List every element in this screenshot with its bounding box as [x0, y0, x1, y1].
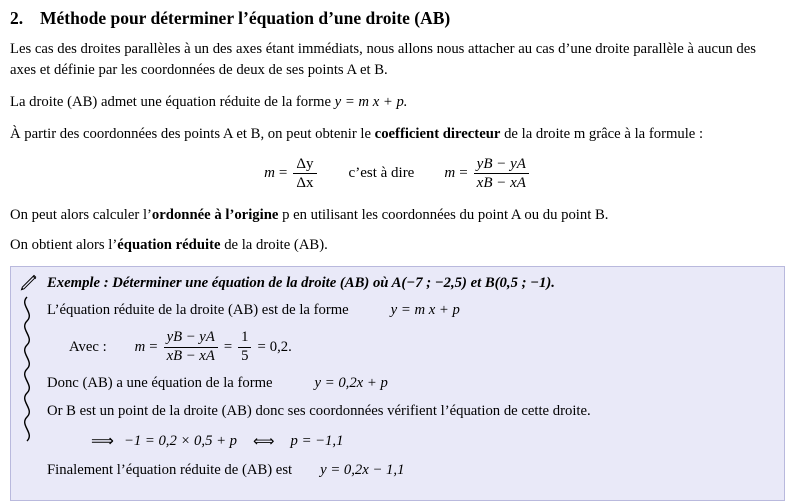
paragraph-reduced-equation	[10, 92, 785, 113]
paragraph-conclusion-text-a: On obtient alors l’	[10, 236, 118, 253]
example-line-2-equals-3: =	[257, 338, 266, 355]
example-line-2	[47, 330, 774, 365]
equivalence-arrow-icon: ⟺	[253, 433, 275, 450]
example-line-3-math: y = 0,2x + p	[314, 375, 388, 392]
example-line-2-equals: =	[149, 338, 158, 355]
example-line-5	[47, 431, 774, 451]
fraction-delta-denominator: Δx	[296, 174, 314, 191]
example-fraction-value-denominator: 5	[241, 347, 249, 364]
section-number: 2.	[10, 8, 24, 28]
example-fraction-value	[238, 330, 251, 365]
example-line-2-m: m	[134, 338, 146, 355]
fraction-coords	[474, 156, 529, 191]
example-line-3-lead: Donc (AB) a une équation de la forme	[47, 375, 273, 392]
fraction-bar	[293, 173, 316, 174]
formula-cest-a-dire: c’est à dire	[348, 164, 415, 181]
paragraph-coefficient	[10, 124, 785, 145]
section-title: Méthode pour déterminer l’équation d’une droite (AB)	[40, 8, 451, 28]
paragraph-coefficient-text-a: À partir des coordonnées des points A et B, on peut obtenir le	[10, 125, 375, 142]
example-line-2-lead: Avec :	[69, 338, 107, 355]
example-line-1	[47, 302, 774, 319]
paragraph-intro: Les cas des droites parallèles à un des axes étant immédiats, nous allons nous attacher au cas d’une droite parallèle à aucun des axes et définie par les coordonnées de deux de ses points A et B.	[10, 41, 756, 78]
paragraph-coefficient-text-b: de la droite m grâce à la formule :	[500, 125, 704, 142]
example-line-6	[47, 462, 774, 479]
term-equation-reduite: équation réduite	[117, 236, 221, 253]
fraction-delta	[293, 156, 316, 191]
example-fraction-coords-numerator: yB − yA	[166, 328, 215, 345]
example-fraction-value-numerator: 1	[241, 328, 249, 345]
example-box	[10, 266, 785, 501]
fraction-delta-numerator: Δy	[296, 155, 314, 172]
section-heading	[10, 8, 785, 29]
paragraph-reduced-equation-text: La droite (AB) admet une équation réduite de la forme	[10, 93, 335, 110]
formula-slope-equals: =	[278, 164, 288, 181]
example-fraction-coords	[164, 330, 218, 365]
formula-slope	[10, 156, 785, 191]
example-line-5-equation: −1 = 0,2 × 0,5 + p	[123, 432, 238, 449]
example-line-4: Or B est un point de la droite (AB) donc ses coordonnées vérifient l’équation de cette droite.	[47, 403, 591, 420]
fraction-bar	[474, 173, 529, 174]
example-line-6-math: y = 0,2x − 1,1	[320, 462, 405, 479]
example-line-5-result: p = −1,1	[290, 432, 344, 449]
term-coefficient-directeur: coefficient directeur	[374, 125, 501, 142]
formula-slope-delta	[264, 156, 318, 191]
pencil-icon	[19, 273, 39, 293]
formula-slope-coords	[444, 156, 531, 191]
example-line-2-result: 0,2.	[269, 338, 292, 355]
example-title: Exemple : Déterminer une équation de la droite (AB) où A(−7 ; −2,5) et B(0,5 ; −1).	[47, 274, 555, 291]
paragraph-ordonnee	[10, 205, 785, 226]
formula-slope-rhs: m	[444, 164, 456, 181]
paragraph-conclusion-text-b: de la droite (AB).	[220, 236, 328, 253]
example-line-3	[47, 375, 774, 392]
paragraph-ordonnee-text-a: On peut alors calculer l’	[10, 206, 152, 223]
formula-slope-equals-2: =	[459, 164, 468, 181]
term-ordonnee-origine: ordonnée à l’origine	[151, 206, 279, 223]
example-line-2-formula	[135, 330, 292, 365]
example-line-2-equals-2: =	[223, 338, 233, 355]
example-fraction-coords-denominator: xB − xA	[166, 347, 215, 364]
example-line-1-lead: L’équation réduite de la droite (AB) est de la forme	[47, 301, 349, 318]
formula-inline-reduced: y = m x + p.	[334, 93, 408, 110]
example-line-6-lead: Finalement l’équation réduite de (AB) est	[47, 462, 293, 479]
formula-slope-lhs: m	[264, 164, 275, 181]
paragraph-conclusion	[10, 235, 785, 256]
squiggle-decoration	[17, 273, 37, 453]
fraction-coords-denominator: xB − xA	[476, 174, 526, 191]
implies-arrow-icon: ⟹	[91, 433, 114, 451]
paragraph-ordonnee-text-b: p en utilisant les coordonnées du point A ou du point B.	[278, 206, 609, 223]
example-line-1-math: y = m x + p	[390, 301, 460, 318]
fraction-coords-numerator: yB − yA	[476, 155, 526, 172]
